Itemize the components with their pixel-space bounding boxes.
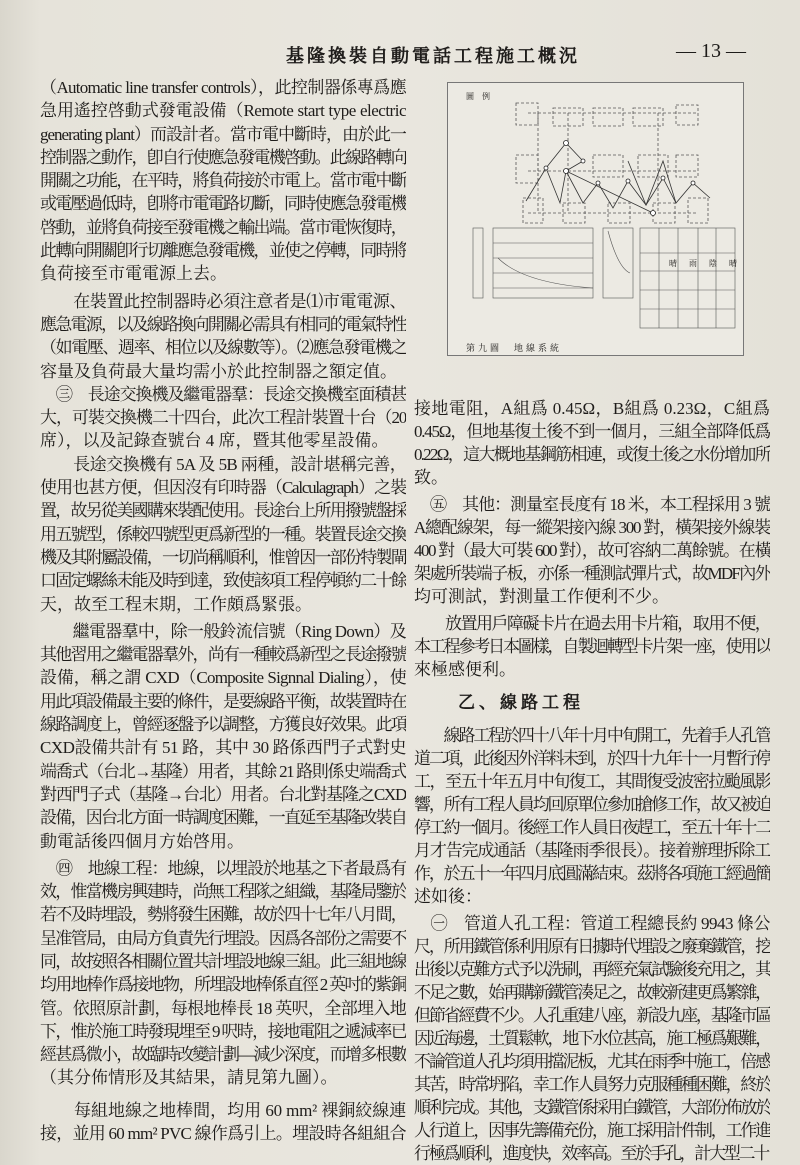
text-line: 道二項，此後因外洋料未到，於四十九年十一月暫行停: [414, 749, 770, 768]
text-line: 急用遙控啓動式發電設備（Remote start type electric: [40, 101, 406, 121]
text-line: 容量及負荷最大量均需小於此控制器之額定值。: [40, 361, 397, 381]
weather-cell: 陰: [709, 259, 717, 268]
text-line: CXD設備共計有 51 路，其中 30 路係西門子式對史: [40, 738, 406, 758]
text-line: 動電話後四個月方始啓用。: [40, 831, 244, 851]
text-line: 其苦，時常坍陷，幸工作人員努力克服種種困難，終於: [414, 1075, 770, 1094]
text-line: 大，可裝交換機二十四台，此次工程計裝置十台（20: [40, 408, 406, 428]
text-line: 響，所有工程人員均回原單位參加搶修工作，故又被迫: [414, 795, 770, 814]
paragraph: [414, 912, 770, 1165]
text-line: 放置用戶障礙卡片在過去用卡片箱，取用不便，: [414, 614, 770, 633]
text-line: 同，故按照各相關位置共計埋設地線三組。此三組地線: [40, 951, 406, 971]
text-line: 或電壓過低時，卽將市電電路切斷，同時使應急發電機: [40, 194, 406, 214]
paragraph: [414, 724, 770, 908]
paragraph: [414, 612, 770, 681]
text-line: 人行道上，因事先籌備充份，施工採用計件制，工作進: [414, 1121, 770, 1140]
text-line: 席），以及記錄查號台 4 席，暨其他零星設備。: [40, 431, 389, 451]
weather-cell: 晴: [729, 259, 737, 268]
text-line: 述如後：: [414, 887, 482, 906]
text-line: 均可測試，對測量工作便利不少。: [414, 587, 669, 606]
text-line: 不足之數，始再購新鐵管湊足之，故較新建更爲繁雜，: [414, 983, 770, 1002]
text-line: 口固定螺絲未能及時到達，致使該項工程停頓約二十餘: [40, 571, 406, 591]
text-line: 設備，稱之謂 CXD（Composite Signnal Dialing），使: [40, 668, 406, 688]
text-line: 管。依照原計劃，每根地棒長 18 英呎，全部埋入地: [40, 998, 406, 1018]
text-line: 尺，所用鐵管係利用原有日據時代埋設之廢棄鐵管，挖: [414, 937, 770, 956]
text-line: 其他習用之繼電器羣外，尚有一種較爲新型之長途撥號: [40, 645, 406, 665]
weather-cell: 雨: [689, 259, 697, 268]
text-line: 用五號型，係較四號型更爲新型的一種。裝置長途交換: [40, 524, 406, 544]
paragraph: [414, 397, 770, 489]
text-line: 線路工程於四十八年十月中旬開工，先着手人孔管: [414, 726, 770, 745]
weather-cell: 晴: [669, 259, 677, 268]
text-line: 月才告完成通話（基隆雨季很長）。接着辦理拆除工: [414, 841, 770, 860]
paragraph: [40, 620, 406, 853]
text-line: 但節省經費不少。人孔重建八座，新設九座，基隆市區: [414, 1006, 770, 1025]
text-line: 400 對（最大可裝 600 對），故可容納二萬餘號。在橫: [414, 541, 770, 560]
text-line: 均用地棒作爲接地物，所埋設地棒係直徑 2 英吋的紫銅: [40, 975, 406, 995]
text-line: 天，故至工程末期，工作頗爲緊張。: [40, 594, 312, 614]
text-line: 0.45Ω，但地基復土後不到一個月，三組全部降低爲: [414, 422, 770, 441]
text-line: 接，並用 60 mm² PVC 線作爲引上。埋設時各組組合: [40, 1124, 406, 1144]
text-line: 對西門子式（基隆→台北）用者。台北對基隆之CXD: [40, 784, 406, 804]
text-line: 致。: [414, 468, 448, 487]
figure-legend-title: 圖 例: [466, 92, 490, 101]
paragraph: [40, 76, 406, 286]
paragraph: [40, 1099, 406, 1146]
text-line: 順利完成。其他，支鐵管係採用白鐵管，大部份佈放於: [414, 1098, 770, 1117]
paragraph: [40, 290, 406, 383]
figure-9-grounding-system: [447, 82, 744, 356]
text-line: 工，至五十年五月中旬復工，其間復受波密拉颱風影: [414, 772, 770, 791]
text-line: 置，故另從美國購來裝配使用。長途台上所用撥號盤採: [40, 501, 406, 521]
text-line: 開關之功能，在平時，將負荷接於市電上。當市電中斷: [40, 171, 406, 191]
grounding-diagram-drawing: [448, 83, 743, 355]
text-line: ㊂ 長途交換機及繼電器羣：長途交換機室面積甚: [40, 384, 406, 404]
text-line: 因近海邊，土質鬆軟，地下水位甚高，施工極爲艱難，: [414, 1029, 770, 1048]
running-title: 基隆換裝自動電話工程施工概況: [286, 46, 580, 66]
text-line: 控制器之動作，卽自行使應急發電機啓動。此線路轉向: [40, 147, 406, 167]
text-line: 接地電阻，A組爲 0.45Ω，B組爲 0.23Ω，C組爲: [414, 399, 770, 418]
text-line: A總配線架，每一縱架接內線 300 對，橫架接外線裝: [414, 518, 770, 537]
left-text-column: [40, 76, 406, 1145]
text-line: 來極感便利。: [414, 660, 516, 679]
text-line: 0.22Ω，這大概地基鋼筋相連，或復土後之水份增加所: [414, 445, 770, 464]
paragraph: [40, 453, 406, 616]
text-line: （其分佈情形及其結果，請見第九圖）。: [40, 1068, 338, 1088]
text-line: 在裝置此控制器時必須注意者是⑴市電電源、: [40, 291, 406, 311]
text-line: ㊄ 其他：測量室長度有 18 米，本工程採用 3 號: [414, 495, 770, 514]
figure-weather-row: [669, 258, 737, 269]
page-number: — 13 —: [676, 40, 746, 62]
text-line: 停工約一個月。後經工作人員日夜趕工，至五十年十二: [414, 818, 770, 837]
text-line: 作，於五十一年四月底圓滿結束。茲將各項施工經過簡: [414, 864, 770, 883]
text-line: 不論管道人孔均須用擋泥板，尤其在雨季中施工，倍感: [414, 1052, 770, 1071]
text-line: 用此項設備最主要的條件，是要線路平衡，故裝置時在: [40, 691, 406, 711]
text-line: 線路調度上，曾經逐盤予以調整，方獲良好效果。此項: [40, 715, 406, 735]
text-line: （Automatic line transfer controls），此控制器係專爲應: [40, 78, 406, 97]
text-line: 呈准管局，由局方負責先行埋設。因爲各部份之需要不: [40, 928, 406, 948]
text-line: 架處所裝端子板，亦係一種測試彈片式，故MDF內外: [414, 564, 770, 583]
figure-caption: 第九圖 地線系統: [466, 343, 563, 353]
text-line: 應急電源，以及線路換向開關必需具有相同的電氣特性: [40, 314, 406, 334]
text-line: 負荷接至市電電源上去。: [40, 264, 227, 284]
paragraph: [40, 383, 406, 453]
section-heading: 乙、線路工程: [458, 693, 584, 712]
text-line: generating plant）而設計者。當市電中斷時，由於此一: [40, 124, 406, 144]
text-line: ㊃ 地線工程：地線，以埋設於地基之下者最爲有: [40, 858, 406, 878]
text-line: 出後以克難方式予以洗刷，再經充氣試驗後充用之，其: [414, 960, 770, 979]
text-line: （如電壓、週率、相位以及線數等）。⑵應急發電機之: [40, 338, 406, 358]
text-line: 效，惟當機房興建時，尚無工程隊之組織，基隆局鑒於: [40, 882, 406, 902]
text-line: 繼電器羣中，除一般鈴流信號（Ring Down）及: [40, 621, 406, 641]
text-line: 此轉向開關卽行切離應急發電機，並使之停轉，同時將: [40, 241, 406, 261]
text-line: 本工程參考日本圖樣，自製迴轉型卡片架一座，使用以: [414, 637, 770, 656]
text-line: 若不及時埋設，勢將發生困難，故於四十七年八月間，: [40, 905, 406, 925]
paragraph: [40, 857, 406, 1090]
text-line: 設備，因台北方面一時調度困難，一直延至基隆改裝自: [40, 808, 406, 828]
text-line: 經甚爲微小，故臨時改變計劃—減少深度，而增多根數: [40, 1045, 406, 1065]
text-line: 啓動，並將負荷接至發電機之輸出端。當市電恢復時，: [40, 217, 406, 237]
text-line: 使用也甚方便，但因沒有印時器（Calculagraph）之裝: [40, 478, 406, 498]
text-line: ㊀ 管道人孔工程：管道工程總長約 9943 條公: [414, 914, 770, 933]
paragraph: [414, 493, 770, 608]
text-line: 端喬式（台北→基隆）用者，其餘 21 路則係史端喬式: [40, 761, 406, 781]
text-line: 每組地線之地棒間，均用 60 mm² 裸銅絞線連: [40, 1100, 406, 1120]
text-line: 機及其附屬設備，一切尚稱順利，惟曾因一部份特製閘: [40, 547, 406, 567]
text-line: 長途交換機有 5A 及 5B 兩種，設計堪稱完善，: [40, 454, 406, 474]
right-text-column: [414, 397, 770, 1165]
text-line: 行極爲順利，進度快，效率高。至於手孔，計大型二十: [414, 1144, 768, 1163]
text-line: 下，惟於施工時發現埋至 9 呎時，接地電阻之遞減率已: [40, 1021, 406, 1041]
